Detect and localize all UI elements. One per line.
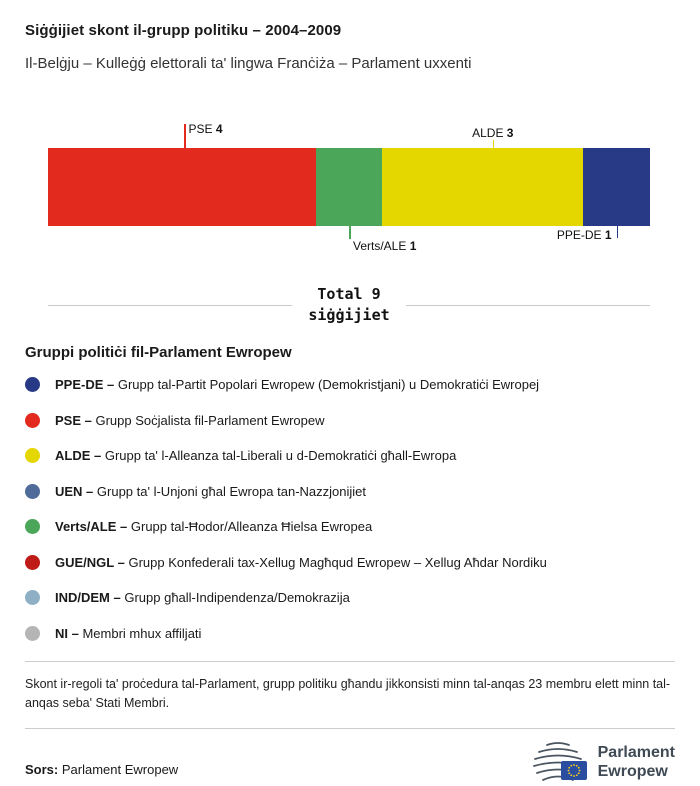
bar-segment-ALDE bbox=[382, 148, 583, 226]
legend-label: PSE – Grupp Soċjalista fil-Parlament Ewropew bbox=[55, 412, 325, 428]
ep-logo-line1: Parlament bbox=[597, 743, 675, 761]
legend-label: Verts/ALE – Grupp tal-Ħodor/Alleanza Ħielsa Ewropea bbox=[55, 519, 373, 534]
legend-list bbox=[25, 377, 675, 641]
ep-logo-line2: Ewropew bbox=[597, 762, 668, 780]
legend-heading: Gruppi politiċi fil-Parlament Ewropew bbox=[25, 344, 292, 361]
legend-item-4 bbox=[25, 519, 675, 534]
bar-segment-PSE bbox=[48, 148, 316, 226]
source-label: Sors: bbox=[25, 761, 59, 777]
legend-item-6 bbox=[25, 590, 675, 605]
stacked-bar bbox=[48, 148, 650, 226]
legend-dot-icon bbox=[25, 484, 40, 499]
legend-dot-icon bbox=[25, 590, 40, 605]
legend-dot-icon bbox=[25, 413, 40, 428]
legend-label: NI – Membri mhux affiljati bbox=[55, 625, 202, 641]
legend-label: PPE-DE – Grupp tal-Partit Popolari Ewropew (Demokristjani) u Demokratiċi Ewropej bbox=[55, 377, 540, 392]
legend-label: GUE/NGL – Grupp Konfederali tax-Xellug Magħqud Ewropew – Xellug Aħdar Nordiku bbox=[55, 554, 547, 570]
legend-label: IND/DEM – Grupp għall-Indipendenza/Demokrazija bbox=[55, 590, 350, 605]
label-connector-ALDE bbox=[493, 140, 495, 148]
legend-label: UEN – Grupp ta' l-Unjoni għal Ewropa tan-Nazzjonijiet bbox=[55, 483, 367, 499]
legend-item-0 bbox=[25, 377, 675, 392]
legend-dot-icon bbox=[25, 626, 40, 641]
legend-item-2 bbox=[25, 448, 675, 463]
legend-dot-icon bbox=[25, 448, 40, 463]
total-line2: siġġijiet bbox=[308, 306, 390, 324]
bar-segment-Verts/ALE bbox=[316, 148, 383, 226]
footnote: Skont ir-regoli ta' proċedura tal-Parlament, grupp politiku għandu jikkonsisti minn tal-anqas 23 membru elett minn tal-anqas seba' Stati Membri. bbox=[25, 677, 671, 711]
total-row bbox=[48, 284, 650, 326]
segment-label-PPE-DE: PPE-DE 1 bbox=[556, 228, 612, 242]
legend-label: ALDE – Grupp ta' l-Alleanza tal-Liberali u d-Demokratiċi għall-Ewropa bbox=[55, 448, 457, 463]
segment-label-ALDE: ALDE 3 bbox=[472, 126, 514, 140]
total-seats-label bbox=[308, 284, 389, 326]
label-connector-Verts/ALE bbox=[349, 226, 351, 239]
eu-flag bbox=[561, 761, 587, 780]
legend-item-5 bbox=[25, 555, 675, 570]
source-text: Parlament Ewropew bbox=[61, 761, 179, 777]
seat-chart bbox=[48, 120, 650, 254]
source-line bbox=[25, 762, 178, 785]
legend-dot-icon bbox=[25, 555, 40, 570]
ep-logo bbox=[525, 739, 675, 785]
segment-label-PSE: PSE 4 bbox=[188, 122, 223, 136]
footnote-divider-bottom bbox=[25, 728, 675, 729]
legend-item-7 bbox=[25, 626, 675, 641]
bar-segment-PPE-DE bbox=[583, 148, 650, 226]
legend-dot-icon bbox=[25, 377, 40, 392]
ep-logo-icon bbox=[525, 739, 589, 785]
footer bbox=[25, 739, 675, 785]
label-connector-PSE bbox=[184, 124, 186, 148]
total-divider-right bbox=[406, 305, 650, 306]
total-line1: Total 9 bbox=[317, 285, 381, 303]
footnote-divider-top bbox=[25, 661, 675, 662]
legend-item-1 bbox=[25, 413, 675, 428]
legend-dot-icon bbox=[25, 519, 40, 534]
legend-item-3 bbox=[25, 484, 675, 499]
label-connector-PPE-DE bbox=[617, 226, 619, 238]
page-title: Siġġijiet skont il-grupp politiku – 2004–2009 bbox=[25, 22, 342, 39]
page-subtitle: Il-Belġju – Kulleġġ elettorali ta' lingwa Franċiża – Parlament uxxenti bbox=[25, 55, 472, 72]
total-divider-left bbox=[48, 305, 292, 306]
ep-logo-text bbox=[598, 743, 675, 781]
segment-label-Verts/ALE: Verts/ALE 1 bbox=[353, 239, 417, 253]
